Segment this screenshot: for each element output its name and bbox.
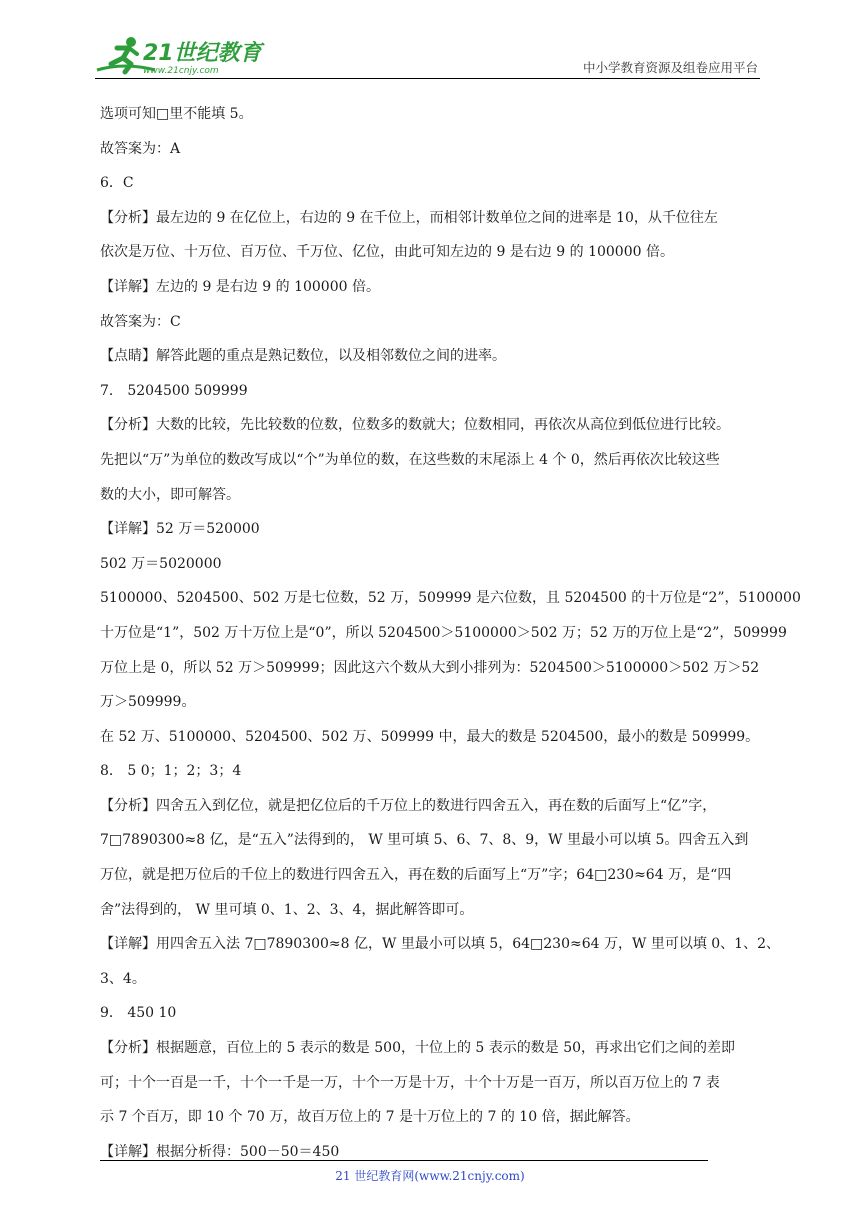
text-line: 万位，就是把万位后的千位上的数进行四舍五入，再在数的后面写上“万”字；64□230≈64 万，是“四 [100, 867, 732, 884]
text-line: 7． 5204500 509999 [100, 382, 248, 399]
site-logo [95, 34, 265, 76]
text-line: 8． 5 0；1；2；3；4 [100, 763, 242, 780]
text-line: 先把以“万”为单位的数改写成以“个”为单位的数，在这些数的末尾添上 4 个 0，然后再依次比较这些 [100, 451, 720, 468]
text-line: 9． 450 10 [100, 1005, 177, 1022]
document-body [100, 104, 801, 1162]
text-line: 数的大小，即可解答。 [100, 486, 240, 503]
text-line: 【分析】大数的比较，先比较数的位数，位数多的数就大；位数相同，再依次从高位到低位进行比较。 [100, 417, 730, 434]
text-line: 万＞509999。 [100, 694, 196, 711]
text-line: 7□7890300≈8 亿，是“五入”法得到的， W 里可填 5、6、7、8、9，W 里最小可以填 5。四舍五入到 [100, 832, 749, 849]
text-line: 【详解】52 万＝520000 [100, 521, 260, 538]
text-line: 【详解】根据分析得：500－50＝450 [100, 1143, 340, 1160]
svg-text:www.21cnjy.com: www.21cnjy.com [143, 66, 219, 76]
platform-title: 中小学教育资源及组卷应用平台 [582, 60, 758, 75]
text-line: 十万位是“1”，502 万十万位上是“0”，所以 5204500＞5100000＞502 万；52 万的万位上是“2”，509999 [100, 624, 787, 641]
text-line: 示 7 个百万，即 10 个 70 万，故百万位上的 7 是十万位上的 7 的 10 倍，据此解答。 [100, 1109, 640, 1126]
text-line: 502 万＝5020000 [100, 555, 222, 572]
page-header [95, 28, 760, 80]
footer-divider [100, 1160, 708, 1161]
text-line: 3、4。 [100, 970, 146, 987]
header-divider [95, 78, 760, 79]
text-line: 5100000、5204500、502 万是七位数，52 万，509999 是六位数，且 5204500 的十万位是“2”，5100000 [100, 590, 801, 607]
text-line: 选项可知□里不能填 5。 [100, 106, 253, 122]
text-line: 【分析】根据题意，百位上的 5 表示的数是 500，十位上的 5 表示的数是 50，再求出它们之间的差即 [100, 1040, 736, 1057]
text-line: 可；十个一百是一千，十个一千是一万，十个一万是十万，十个十万是一百万，所以百万位上的 7 表 [100, 1074, 720, 1091]
text-line: 在 52 万、5100000、5204500、502 万、509999 中，最大的数是 5204500，最小的数是 509999。 [100, 728, 760, 745]
text-line: 故答案为：C [100, 313, 181, 330]
runner-logo-icon [95, 34, 265, 76]
svg-text:21世纪教育: 21世纪教育 [143, 41, 262, 66]
footer-link[interactable]: 21 世纪教育网(www.21cnjy.com) [335, 1169, 525, 1183]
text-line: 故答案为：A [100, 140, 181, 157]
text-line: 万位上是 0，所以 52 万＞509999；因此这六个数从大到小排列为：5204500＞5100000＞502 万＞52 [100, 659, 760, 676]
text-line: 【详解】用四舍五入法 7□7890300≈8 亿，W 里最小可以填 5，64□230≈64 万，W 里可以填 0、1、2、 [100, 936, 780, 953]
text-line: 【详解】左边的 9 是右边 9 的 100000 倍。 [100, 278, 380, 295]
text-line: 【分析】最左边的 9 在亿位上，右边的 9 在千位上，而相邻计数单位之间的进率是 10，从千位往左 [100, 209, 718, 226]
text-line: 舍”法得到的， W 里可填 0、1、2、3、4，据此解答即可。 [100, 901, 474, 918]
text-line: 依次是万位、十万位、百万位、千万位、亿位，由此可知左边的 9 是右边 9 的 100000 倍。 [100, 244, 674, 261]
text-line: 【分析】四舍五入到亿位，就是把亿位后的千万位上的数进行四舍五入，再在数的后面写上“亿”字， [100, 797, 717, 814]
text-line: 6．C [100, 175, 134, 192]
text-line: 【点睛】解答此题的重点是熟记数位，以及相邻数位之间的进率。 [100, 348, 506, 365]
